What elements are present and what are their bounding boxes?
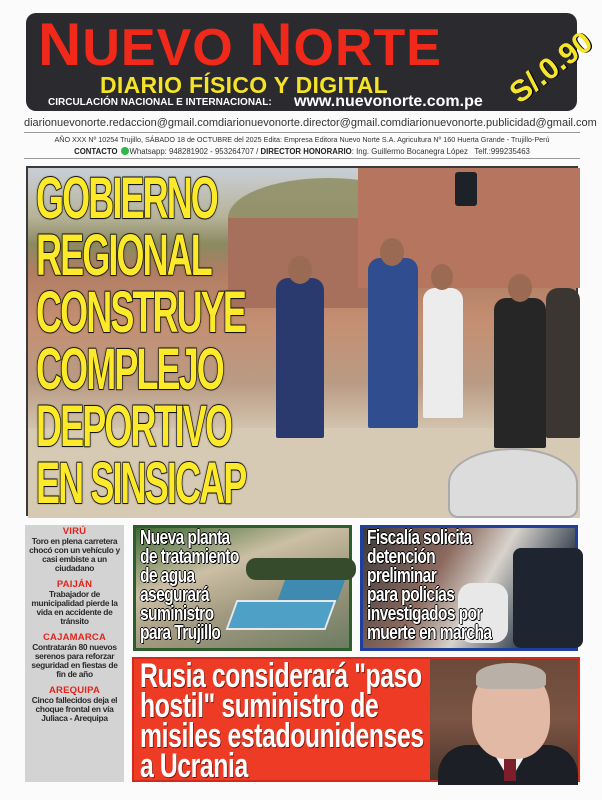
photo-plant-building — [277, 580, 345, 602]
main-headline — [36, 166, 246, 516]
photo-person — [494, 298, 546, 448]
story-water-plant-headline — [140, 529, 239, 643]
director-label: DIRECTOR HONORARIO — [260, 147, 352, 156]
story-fiscalia[interactable] — [360, 525, 578, 651]
divider — [24, 158, 580, 159]
email-redaccion[interactable]: diarionuevonorte.redaccion@gmail.com — [24, 117, 218, 129]
headline-line: REGIONAL — [36, 223, 211, 288]
email-list — [24, 115, 597, 131]
brief-text: Cinco fallecidos deja el choque frontal en vía Juliaca - Arequipa — [31, 695, 118, 723]
headline-line: Rusia considerará "paso — [140, 657, 422, 695]
headline-line: misiles estadounidenses — [140, 717, 424, 755]
whatsapp-numbers: Whatsapp: 948281902 - 953264707 / — [129, 147, 259, 156]
photo-person — [368, 258, 418, 428]
email-director[interactable]: diarionuevonorte.director@gmail.com — [218, 117, 401, 129]
brief-city: CAJAMARCA — [42, 632, 107, 643]
story-russia-portrait — [430, 659, 578, 780]
headline-line: a Ucrania — [140, 747, 248, 785]
photo-person-head — [288, 256, 312, 284]
headline-line: COMPLEJO — [36, 337, 223, 402]
photo-person — [546, 288, 580, 438]
portrait-hair — [476, 663, 546, 689]
headline-line: de agua — [140, 565, 195, 587]
email-publicidad[interactable]: diarionuevonorte.publicidad@gmail.com — [400, 117, 597, 129]
price-badge: S/.0.90 — [503, 25, 599, 110]
phone-number: Telf.:999235463 — [474, 147, 530, 156]
briefs-sidebar — [25, 525, 124, 782]
circulation-label: CIRCULACIÓN NACIONAL E INTERNACIONAL: — [48, 97, 272, 108]
brief-item[interactable] — [25, 527, 124, 573]
brief-item[interactable] — [25, 580, 124, 626]
photo-person-head — [380, 238, 404, 266]
brief-text: Trabajador de municipalidad pierde la vida en accidente de tránsito — [31, 589, 118, 626]
headline-line: de tratamiento — [140, 546, 239, 568]
headline-line: Fiscalía solicita — [367, 527, 472, 549]
brief-item[interactable] — [25, 633, 124, 679]
divider — [24, 132, 580, 133]
contact-line — [24, 146, 580, 157]
edition-line: AÑO XXX Nº 10254 Trujillo, SÁBADO 18 de OCTUBRE del 2025 Edita: Empresa Editora Nuevo Norte S.A. Agricultura Nº 160 Huerta Grande - Trujillo-Perú — [54, 135, 550, 144]
brief-city: AREQUIPA — [48, 685, 101, 696]
photo-person-head — [431, 264, 453, 290]
story-water-plant[interactable] — [133, 525, 352, 651]
headline-line: para policías — [367, 584, 455, 606]
brief-item[interactable] — [25, 686, 124, 723]
headline-line: detención — [367, 546, 436, 568]
headline-line: preliminar — [367, 565, 437, 587]
photo-trees — [246, 558, 356, 580]
contact-label: CONTACTO — [74, 147, 118, 156]
photo-water-tank — [455, 172, 477, 206]
photo-mixer — [448, 448, 578, 518]
photo-person-head — [508, 274, 532, 302]
brief-city: PAIJÁN — [56, 579, 93, 590]
photo-police-shield — [513, 548, 583, 648]
story-fiscalia-headline — [367, 529, 491, 643]
headline-line: CONSTRUYE — [36, 280, 246, 345]
story-russia[interactable] — [132, 657, 580, 785]
tagline: DIARIO FÍSICO Y DIGITAL — [100, 72, 389, 98]
brief-text: Contratarán 80 nuevos serenos para reforzar seguridad en fiestas de fin de año — [31, 642, 118, 679]
whatsapp-icon — [121, 147, 129, 155]
headline-line: suministro — [140, 603, 214, 625]
story-russia-headline — [140, 657, 424, 785]
headline-line: Nueva planta — [140, 527, 230, 549]
headline-line: hostil" suministro de — [140, 687, 379, 725]
newspaper-logo: NUEVO NORTE — [38, 11, 442, 78]
headline-line: asegurará — [140, 584, 209, 606]
headline-line: muerte en marcha — [367, 622, 492, 644]
masthead — [26, 11, 599, 111]
headline-line: para Trujillo — [140, 622, 221, 644]
headline-line: EN SINSICAP — [36, 451, 246, 516]
headline-line: DEPORTIVO — [36, 394, 232, 459]
director-name: : Ing. Guillermo Bocanegra López — [351, 147, 468, 156]
brief-text: Toro en plena carretera chocó con un vehículo y casi embiste a un ciudadano — [29, 536, 120, 573]
website-link[interactable]: www.nuevonorte.com.pe — [294, 93, 483, 110]
headline-line: investigados por — [367, 603, 482, 625]
brief-city: VIRÚ — [62, 526, 87, 537]
photo-plant-building — [226, 600, 337, 630]
photo-person — [276, 278, 324, 438]
main-story[interactable] — [26, 166, 578, 516]
photo-person — [423, 288, 463, 418]
headline-line: GOBIERNO — [36, 166, 217, 231]
